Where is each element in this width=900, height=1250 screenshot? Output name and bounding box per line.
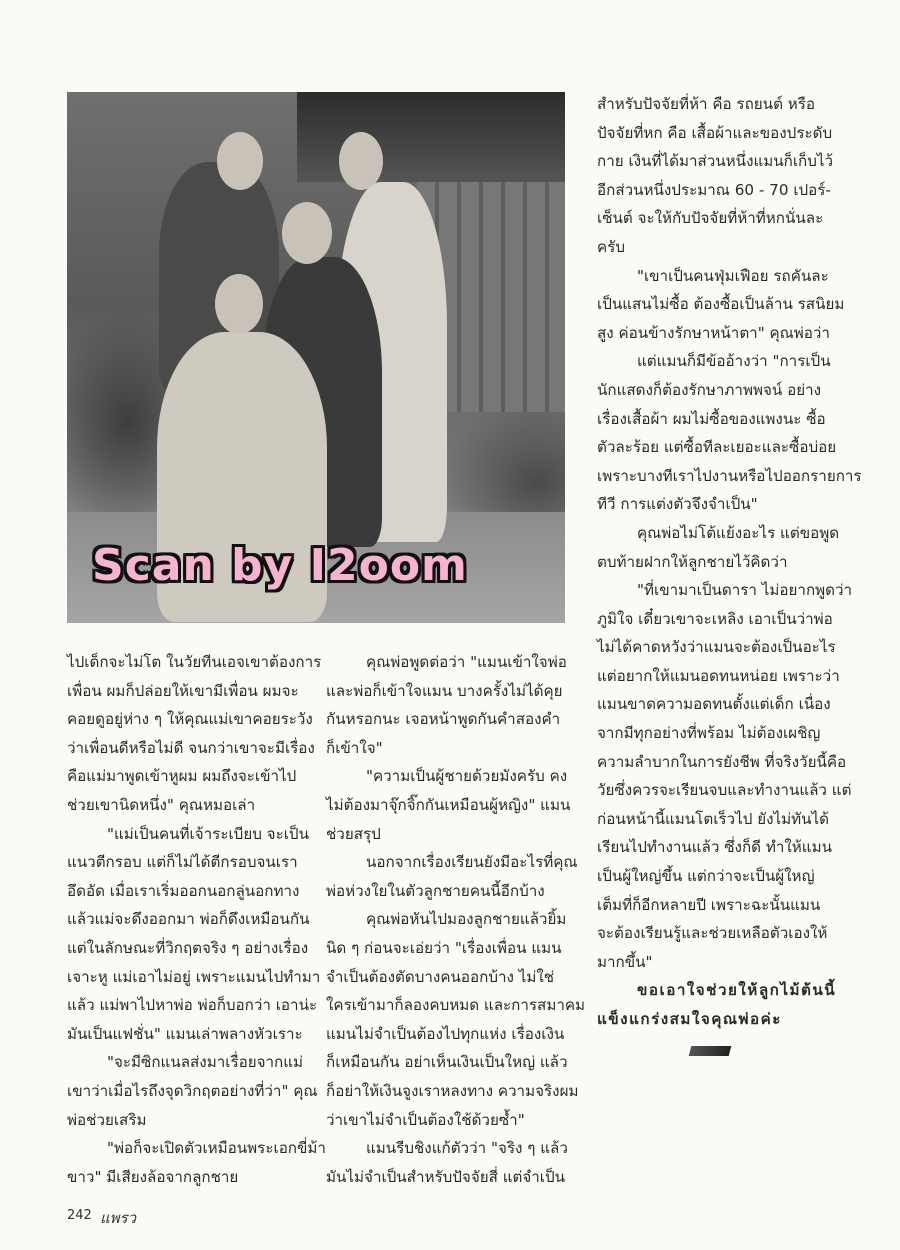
- magazine-name: แพรว: [100, 1209, 137, 1227]
- paragraph-line: "ที่เขามาเป็นดารา ไม่อยากพูดว่า: [637, 581, 853, 600]
- paragraph-line: คุณพ่อไม่โต้แย้งอะไร แต่ขอพูด: [637, 523, 840, 542]
- paragraph-line: ก็เหมือนกัน อย่าเห็นเงินเป็นใหญ่ แล้ว: [326, 1053, 568, 1072]
- paragraph-line: สูง ค่อนข้างรักษาหน้าตา" คุณพ่อว่า: [597, 323, 830, 342]
- end-mark-icon: [689, 1046, 732, 1056]
- paragraph-line: ตบท้ายฝากให้ลูกชายไว้คิดว่า: [597, 552, 788, 571]
- paragraph-line: จากมีทุกอย่างที่พร้อม ไม่ต้องเผชิญ: [597, 724, 821, 743]
- article-column-middle: [326, 648, 586, 1191]
- paragraph-line: ก็เข้าใจ": [326, 738, 383, 757]
- paragraph-line: ความลำบากในการยังชีพ ที่จริงวัยนี้คือ: [597, 752, 847, 771]
- paragraph-line: ภูมิใจ เดี๋ยวเขาจะเหลิง เอาเป็นว่าพ่อ: [597, 609, 833, 628]
- paragraph-line: กันหรอกนะ เจอหน้าพูดกันคำสองคำ: [326, 710, 561, 729]
- paragraph-line: วัยซึ่งควรจะเรียนจบและทำงานแล้ว แต่: [597, 781, 852, 800]
- paragraph-line: ปัจจัยที่หก คือ เสื้อผ้าและของประดับ: [597, 123, 833, 142]
- paragraph-line: ไม่ต้องมาจุ๊กจิ๊กกันเหมือนผู้หญิง" แมน: [326, 795, 571, 814]
- paragraph-line: แต่อยากให้แมนอดทนหน่อย เพราะว่า: [597, 666, 840, 685]
- paragraph-line: "แม่เป็นคนที่เจ้าระเบียบ จะเป็น: [107, 824, 309, 843]
- paragraph-line: เรียนไปทำงานแล้ว ซึ่งก็ดี ทำให้แมน: [597, 838, 832, 857]
- paragraph-line: ขาว" มีเสียงล้อจากลูกชาย: [67, 1167, 239, 1186]
- paragraph-line: คุณพ่อหันไปมองลูกชายแล้วยิ้ม: [366, 910, 567, 929]
- paragraph-line: นิด ๆ ก่อนจะเอ่ยว่า "เรื่องเพื่อน แมน: [326, 938, 562, 957]
- paragraph-line: แนวตีกรอบ แต่ก็ไม่ได้ตีกรอบจนเรา: [67, 853, 298, 872]
- paragraph-line: คุณพ่อพูดต่อว่า "แมนเข้าใจพ่อ: [366, 653, 567, 671]
- paragraph-line: ตัวละร้อย แต่ซื้อทีละเยอะและซื้อบ่อย: [597, 438, 837, 457]
- paragraph-line: มากขึ้น": [597, 952, 653, 971]
- paragraph-line: ไปเด็กจะไม่โต ในวัยทีนเอจเขาต้องการ: [67, 653, 322, 671]
- paragraph-line: แมนไม่จำเป็นต้องไปทุกแห่ง เรื่องเงิน: [326, 1024, 565, 1043]
- paragraph-line: เป็นผู้ใหญ่ขึ้น แต่กว่าจะเป็นผู้ใหญ่: [597, 867, 815, 886]
- paragraph-line: เขาว่าเมื่อไรถึงจุดวิกฤตอย่างที่ว่า" คุณ: [67, 1081, 318, 1100]
- closing-line: ขอเอาใจช่วยให้ลูกไม้ต้นนี้: [637, 981, 837, 1000]
- paragraph-line: และพ่อก็เข้าใจแมน บางครั้งไม่ได้คุย: [326, 681, 563, 700]
- paragraph-line: ว่าเพื่อนดีหรือไม่ดี จนกว่าเขาจะมีเรื่อง: [67, 738, 315, 757]
- paragraph-line: "ความเป็นผู้ชายด้วยมังครับ คง: [366, 767, 568, 786]
- article-column-right: [597, 90, 862, 1034]
- paragraph-line: แมนขาดความอดทนตั้งแต่เด็ก เนื่อง: [597, 695, 831, 714]
- paragraph-line: สำหรับปัจจัยที่ห้า คือ รถยนต์ หรือ: [597, 95, 816, 113]
- paragraph-line: พ่อห่วงใยในตัวลูกชายคนนี้อีกบ้าง: [326, 881, 545, 900]
- paragraph-line: แล้วแม่จะดึงออกมา พ่อก็ดึงเหมือนกัน: [67, 910, 310, 929]
- paragraph-line: คือแม่มาพูดเข้าหูผม ผมถึงจะเข้าไป: [67, 767, 297, 786]
- paragraph-line: ครับ: [597, 237, 625, 256]
- paragraph-line: เต็มที่ก็อีกหลายปี เพราะฉะนั้นแมน: [597, 895, 821, 914]
- paragraph-line: ว่าเขาไม่จำเป็นต้องใช้ด้วยซ้ำ": [326, 1110, 525, 1129]
- paragraph-line: พ่อช่วยเสริม: [67, 1110, 147, 1129]
- paragraph-line: คอยดูอยู่ห่าง ๆ ให้คุณแม่เขาคอยระวัง: [67, 710, 313, 729]
- paragraph-line: นักแสดงก็ต้องรักษาภาพพจน์ อย่าง: [597, 380, 822, 399]
- paragraph-line: นอกจากเรื่องเรียนยังมีอะไรที่คุณ: [366, 853, 578, 872]
- paragraph-line: แล้ว แม่พาไปหาพ่อ พ่อก็บอกว่า เอาน่ะ: [67, 996, 318, 1015]
- paragraph-line: จำเป็นต้องตัดบางคนออกบ้าง ไม่ใช่: [326, 967, 555, 986]
- article-column-left: [67, 648, 326, 1191]
- page-number: 242: [67, 1208, 92, 1223]
- watermark: Scan by I2oom: [92, 540, 468, 591]
- paragraph-line: ทีวี การแต่งตัวจึงจำเป็น": [597, 495, 758, 514]
- paragraph-line: ช่วยเขานิดหนึ่ง" คุณหมอเล่า: [67, 795, 256, 814]
- paragraph-line: ก็อย่าให้เงินจูงเราหลงทาง ความจริงผม: [326, 1081, 579, 1100]
- paragraph-line: เรื่องเสื้อผ้า ผมไม่ซื้อของแพงนะ ซื้อ: [597, 409, 826, 428]
- photo-head: [339, 132, 383, 190]
- paragraph-line: เจาะหู แม่เอาไม่อยู่ เพราะแมนไปทำมา: [67, 967, 321, 986]
- paragraph-line: "จะมีซิกแนลส่งมาเรื่อยจากแม่: [107, 1053, 304, 1072]
- paragraph-line: เป็นแสนไม่ซื้อ ต้องซื้อเป็นล้าน รสนิยม: [597, 295, 845, 314]
- family-photo: [67, 92, 565, 623]
- paragraph-line: มันไม่จำเป็นสำหรับปัจจัยสี่ แต่จำเป็น: [326, 1167, 566, 1186]
- paragraph-line: อีกส่วนหนึ่งประมาณ 60 - 70 เปอร์-: [597, 180, 831, 199]
- paragraph-line: ใครเข้ามาก็ลองคบหมด และการสมาคม: [326, 996, 586, 1015]
- photo-head: [215, 274, 263, 334]
- paragraph-line: แมนรีบชิงแก้ตัวว่า "จริง ๆ แล้ว: [366, 1139, 568, 1158]
- photo-head: [282, 202, 332, 264]
- photo-roof: [297, 92, 565, 182]
- paragraph-line: "เขาเป็นคนฟุ่มเฟือย รถคันละ: [637, 266, 829, 285]
- paragraph-line: แต่แมนก็มีข้ออ้างว่า "การเป็น: [637, 352, 831, 371]
- closing-line: แข็งแกร่งสมใจคุณพ่อค่ะ: [597, 1010, 782, 1028]
- paragraph-line: เซ็นต์ จะให้กับปัจจัยที่ห้าที่หกนั่นละ: [597, 209, 824, 228]
- paragraph-line: กาย เงินที่ได้มาส่วนหนึ่งแมนก็เก็บไว้: [597, 152, 834, 171]
- paragraph-line: เพื่อน ผมก็ปล่อยให้เขามีเพื่อน ผมจะ: [67, 681, 299, 700]
- paragraph-line: จะต้องเรียนรู้และช่วยเหลือตัวเองให้: [597, 924, 828, 943]
- paragraph-line: มันเป็นแฟชั่น" แมนเล่าพลางหัวเราะ: [67, 1024, 303, 1043]
- paragraph-line: เพราะบางทีเราไปงานหรือไปออกรายการ: [597, 466, 862, 485]
- paragraph-line: อึดอัด เมื่อเราเริ่มออกนอกลู่นอกทาง: [67, 881, 300, 900]
- paragraph-line: ช่วยสรุป: [326, 824, 381, 843]
- paragraph-line: ไม่ได้คาดหวังว่าแมนจะต้องเป็นอะไร: [597, 638, 836, 657]
- photo-head: [217, 132, 263, 190]
- paragraph-line: "พ่อก็จะเปิดตัวเหมือนพระเอกขี่ม้า: [107, 1139, 326, 1158]
- paragraph-line: แต่ในลักษณะที่วิกฤตจริง ๆ อย่างเรื่อง: [67, 938, 309, 957]
- paragraph-line: ก่อนหน้านี้แมนโตเร็วไป ยังไม่ทันได้: [597, 809, 830, 828]
